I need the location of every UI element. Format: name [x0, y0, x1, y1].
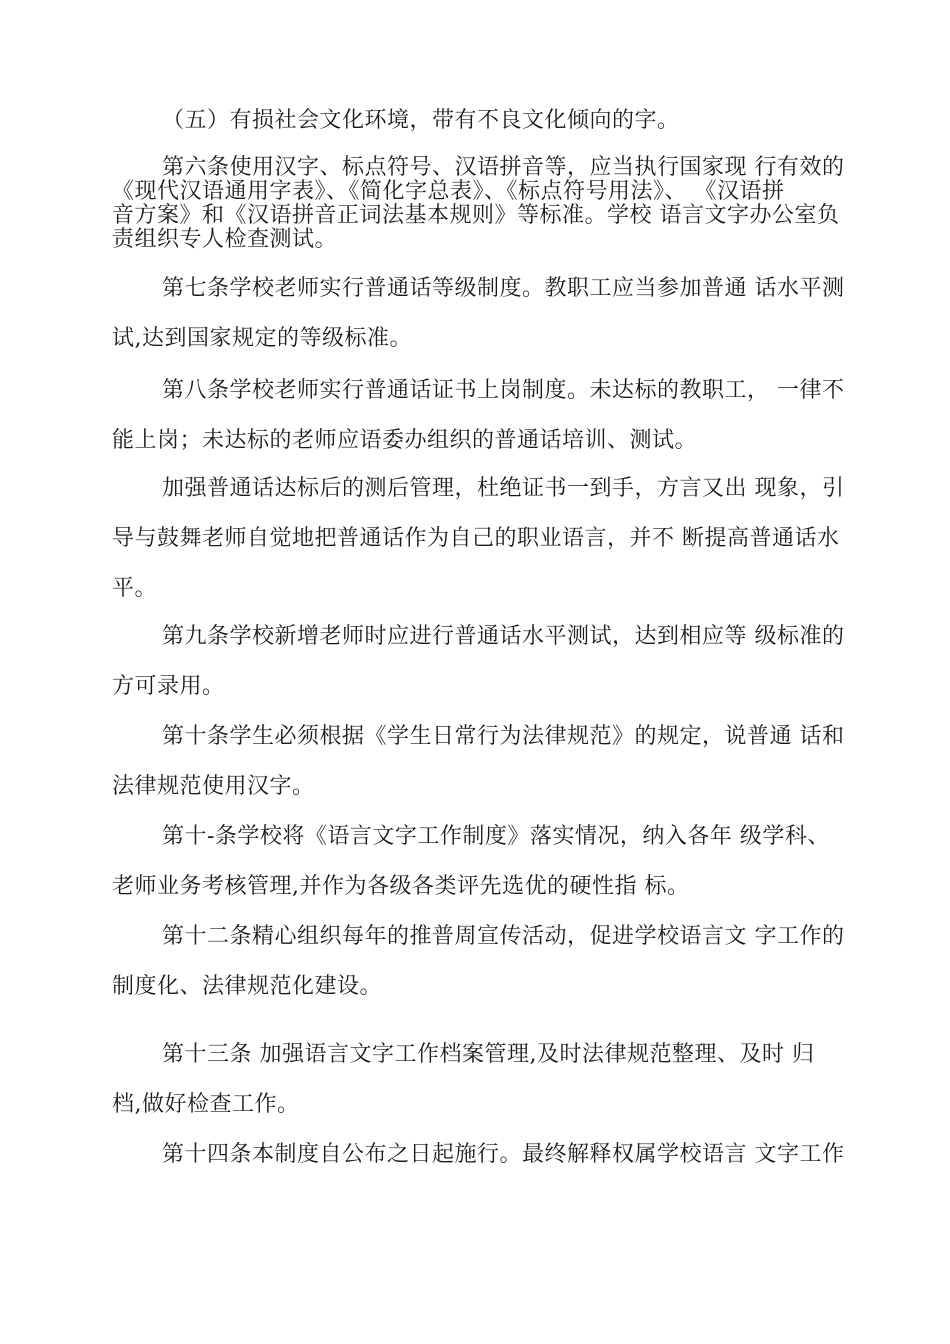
- paragraph-article-7: [112, 264, 852, 364]
- text-line: 第十二条精心组织每年的推普周宣传活动，促进学校语言文 字工作的: [162, 924, 845, 949]
- text-line: 平。: [112, 576, 158, 601]
- paragraph-article-8-supplement: [112, 464, 852, 614]
- text-line: 法律规范使用汉字。: [112, 774, 315, 799]
- text-line: 第九条学校新增老师时应进行普通话水平测试，达到相应等 级标准的: [162, 624, 845, 649]
- paragraph-article-8: [112, 366, 852, 466]
- text-line: 能上岗；未达标的老师应语委办组织的普通话培训、测试。: [112, 428, 698, 453]
- text-line: 方可录用。: [112, 674, 225, 699]
- paragraph-article-12: [112, 912, 852, 1012]
- paragraph-item-five: [112, 96, 852, 146]
- text-line: 第十条学生必须根据《学生日常行为法律规范》的规定，说普通 话和: [162, 724, 845, 749]
- paragraph-article-6: [112, 156, 852, 252]
- text-line: 音方案》和《汉语拼音正词法基本规则》等标准。学校 语言文字办公室负: [112, 203, 840, 228]
- text-line: 加强普通话达标后的测后管理，杜绝证书一到手，方言又出 现象，引: [162, 476, 845, 501]
- text-line: 老师业务考核管理,并作为各级各类评先选优的硬性指 标。: [112, 874, 690, 899]
- text-line: 试,达到国家规定的等级标准。: [112, 326, 412, 351]
- text-line: 制度化、法律规范化建设。: [112, 974, 383, 999]
- text-line: （五）有损社会文化环境，带有不良文化倾向的字。: [162, 108, 680, 133]
- text-line: 第十-条学校将《语言文字工作制度》落实情况，纳入各年 级学科、: [162, 824, 830, 849]
- text-line: 第十四条本制度自公布之日起施行。最终解释权属学校语言 文字工作: [162, 1142, 845, 1167]
- text-line: 第七条学校老师实行普通话等级制度。教职工应当参加普通 话水平测: [162, 276, 845, 301]
- text-line: 第六条使用汉字、标点符号、汉语拼音等，应当执行国家现 行有效的: [162, 155, 845, 180]
- text-line: 责组织专人检查测试。: [112, 227, 338, 252]
- text-line: 导与鼓舞老师自觉地把普通话作为自己的职业语言，并不 断提高普通话水: [112, 526, 840, 551]
- text-line: 第八条学校老师实行普通话证书上岗制度。未达标的教职工， 一律不: [162, 378, 845, 403]
- paragraph-article-10: [112, 712, 852, 812]
- text-line: 第十三条 加强语言文字工作档案管理,及时法律规范整理、及时 归: [162, 1042, 815, 1067]
- text-line: 档,做好检查工作。: [112, 1092, 300, 1117]
- paragraph-article-13: [112, 1030, 852, 1130]
- paragraph-article-11: [112, 812, 852, 912]
- text-line: 《现代汉语通用字表》、《简化字总表》、《标点符号用法》、 《汉语拼: [112, 179, 785, 204]
- paragraph-article-14: [112, 1130, 852, 1180]
- paragraph-article-9: [112, 612, 852, 712]
